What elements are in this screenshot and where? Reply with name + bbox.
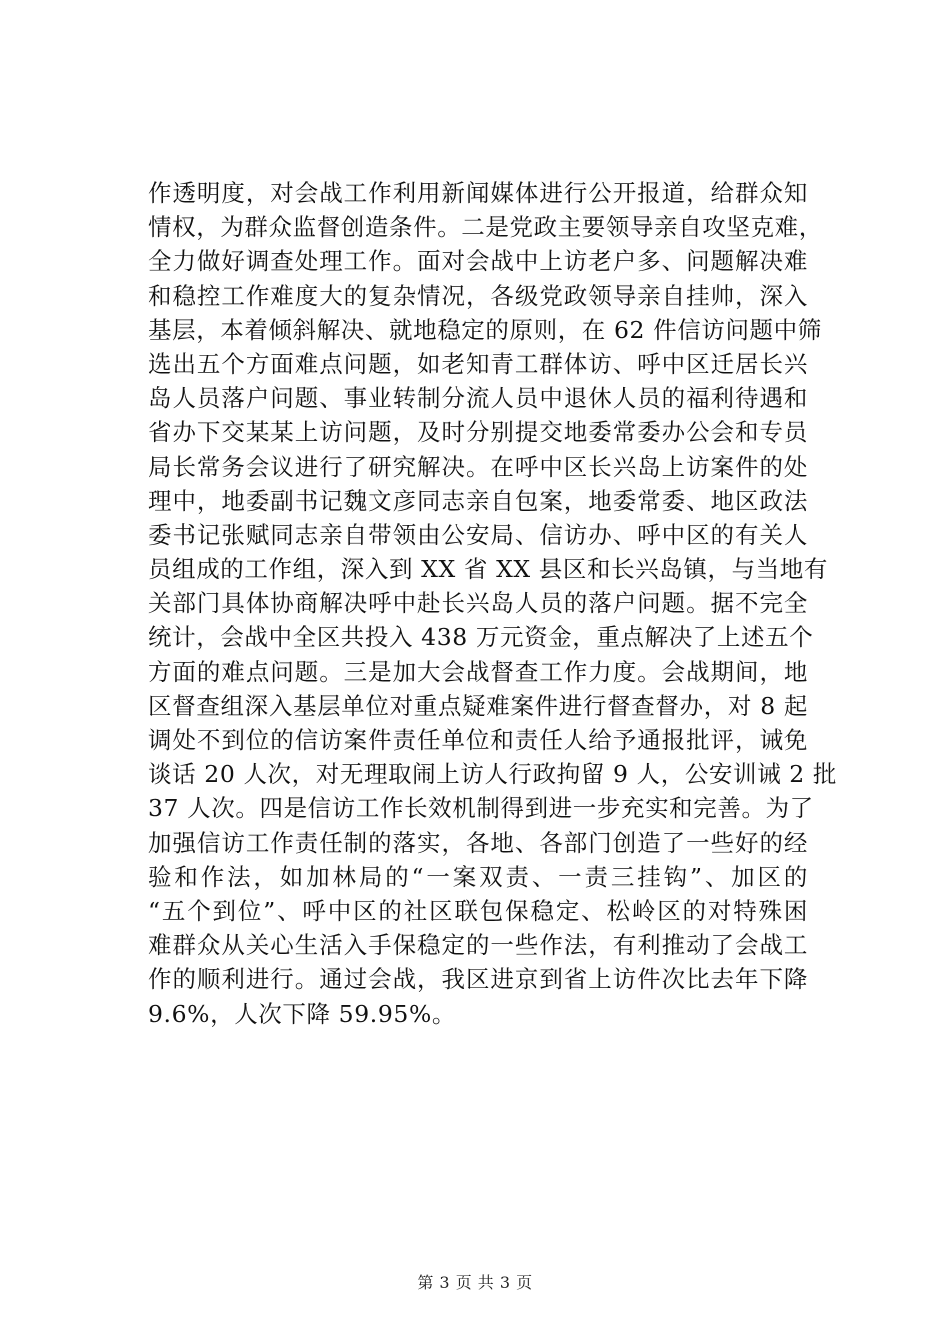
text-line: 局长常务会议进行了研究解决。在呼中区长兴岛上访案件的处	[148, 452, 808, 481]
text-line: 员组成的工作组，深入到 XX 省 XX 县区和长兴岛镇，与当地有	[148, 555, 828, 584]
text-line: 委书记张赋同志亲自带领由公安局、信访办、呼中区的有关人	[148, 520, 808, 549]
text-line: 关部门具体协商解决呼中赴长兴岛人员的落户问题。据不完全	[148, 589, 808, 618]
page-number-footer: 第 3 页 共 3 页	[417, 1273, 533, 1292]
text-line: 37 人次。四是信访工作长效机制得到进一步充实和完善。为了	[148, 794, 814, 823]
text-line: “五个到位”、呼中区的社区联包保稳定、松岭区的对特殊困	[148, 896, 808, 925]
text-line: 基层，本着倾斜解决、就地稳定的原则，在 62 件信访问题中筛	[148, 315, 822, 344]
text-line: 和稳控工作难度大的复杂情况，各级党政领导亲自挂帅，深入	[148, 281, 808, 310]
text-line: 调处不到位的信访案件责任单位和责任人给予通报批评，诫免	[148, 726, 808, 754]
body-paragraph	[148, 176, 838, 1031]
text-line: 难群众从关心生活入手保稳定的一些作法，有利推动了会战工	[148, 931, 808, 960]
text-line: 情权，为群众监督创造条件。二是党政主要领导亲自攻坚克难，	[148, 213, 823, 242]
text-line: 作的顺利进行。通过会战，我区进京到省上访件次比去年下降	[148, 965, 808, 994]
text-line: 谈话 20 人次，对无理取闹上访人行政拘留 9 人，公安训诫 2 批	[148, 760, 838, 789]
text-line: 理中，地委副书记魏文彦同志亲自包案，地委常委、地区政法	[148, 486, 808, 515]
text-line: 省办下交某某上访问题，及时分别提交地委常委办公会和专员	[148, 418, 808, 447]
text-line-last: 9.6%，人次下降 59.95%。	[148, 999, 456, 1028]
text-line: 验和作法，如加林局的“一案双责、一责三挂钩”、加区的	[148, 862, 808, 891]
text-line: 区督查组深入基层单位对重点疑难案件进行督查督办，对 8 起	[148, 691, 808, 720]
text-line: 岛人员落户问题、事业转制分流人员中退休人员的福利待遇和	[148, 384, 808, 413]
text-line: 方面的难点问题。三是加大会战督查工作力度。会战期间，地	[148, 657, 808, 686]
text-line: 选出五个方面难点问题，如老知青工群体访、呼中区迁居长兴	[148, 349, 808, 378]
text-line: 统计，会战中全区共投入 438 万元资金，重点解决了上述五个	[148, 623, 814, 652]
text-line: 作透明度，对会战工作利用新闻媒体进行公开报道，给群众知	[148, 179, 808, 207]
text-line: 全力做好调查处理工作。面对会战中上访老户多、问题解决难	[148, 247, 808, 276]
text-line: 加强信访工作责任制的落实，各地、各部门创造了一些好的经	[148, 828, 808, 857]
